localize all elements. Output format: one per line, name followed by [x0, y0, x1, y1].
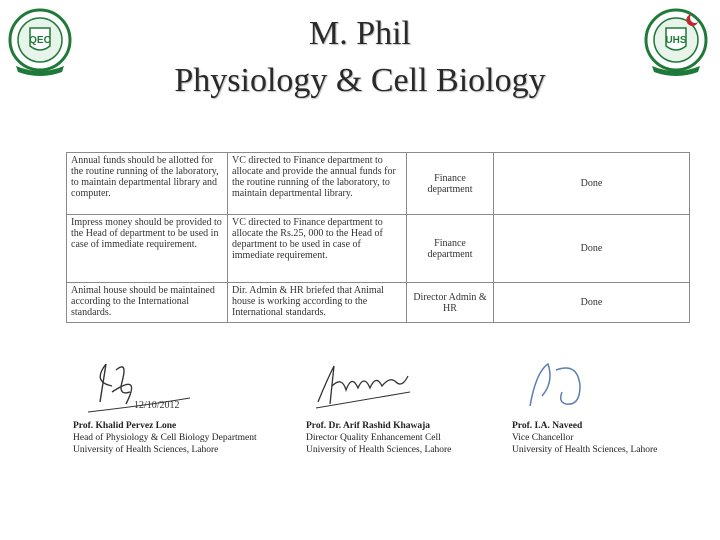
issue-cell: Impress money should be provided to the Head of department to be used in case of immediate requirement. [67, 215, 228, 283]
table-row [67, 283, 690, 323]
action-cell: VC directed to Finance department to allocate and provide the annual funds for the routine running of the laboratory, to maintain departmental library. [228, 153, 407, 215]
signatory-naveed [512, 420, 657, 456]
signature-lone [82, 352, 192, 416]
signatory-org: University of Health Sciences, Lahore [306, 445, 452, 455]
signatory-name: Prof. Khalid Pervez Lone [73, 421, 177, 431]
signature-khawaja [312, 352, 412, 416]
signatory-name: Prof. I.A. Naveed [512, 421, 583, 431]
table-row [67, 215, 690, 283]
status-cell: Done [494, 153, 690, 215]
issue-cell: Animal house should be maintained according to the International standards. [67, 283, 228, 323]
signatory-org: University of Health Sciences, Lahore [512, 445, 658, 455]
action-cell: Dir. Admin & HR briefed that Animal house is working according to the International standards. [228, 283, 407, 323]
table-row [67, 153, 690, 215]
responsible-cell: Finance department [407, 153, 494, 215]
signature-date: 12/10/2012 [134, 400, 180, 411]
issue-cell: Annual funds should be allotted for the routine running of the laboratory, to maintain departmental library and computer. [67, 153, 228, 215]
signatory-title: Director Quality Enhancement Cell [306, 433, 441, 443]
page-title: M. Phil [308, 15, 412, 52]
signature-naveed [522, 352, 592, 416]
page-subtitle: Physiology & Cell Biology [174, 62, 546, 99]
signatory-title: Vice Chancellor [512, 433, 574, 443]
signatory-name: Prof. Dr. Arif Rashid Khawaja [306, 421, 431, 431]
status-cell: Done [494, 283, 690, 323]
uhs-logo [640, 6, 712, 78]
signatory-lone [73, 420, 257, 456]
action-table [66, 152, 690, 323]
status-cell: Done [494, 215, 690, 283]
responsible-cell: Director Admin & HR [407, 283, 494, 323]
signatory-title: Head of Physiology & Cell Biology Department [73, 433, 257, 443]
qec-logo [4, 6, 76, 78]
responsible-cell: Finance department [407, 215, 494, 283]
action-cell: VC directed to Finance department to allocate the Rs.25, 000 to the Head of department to be used in case of immediate requirement. [228, 215, 407, 283]
uhs-logo-text: UHS [665, 35, 687, 46]
signatory-org: University of Health Sciences, Lahore [73, 445, 219, 455]
signatory-khawaja [306, 420, 451, 456]
qec-logo-text: QEC [29, 35, 51, 46]
